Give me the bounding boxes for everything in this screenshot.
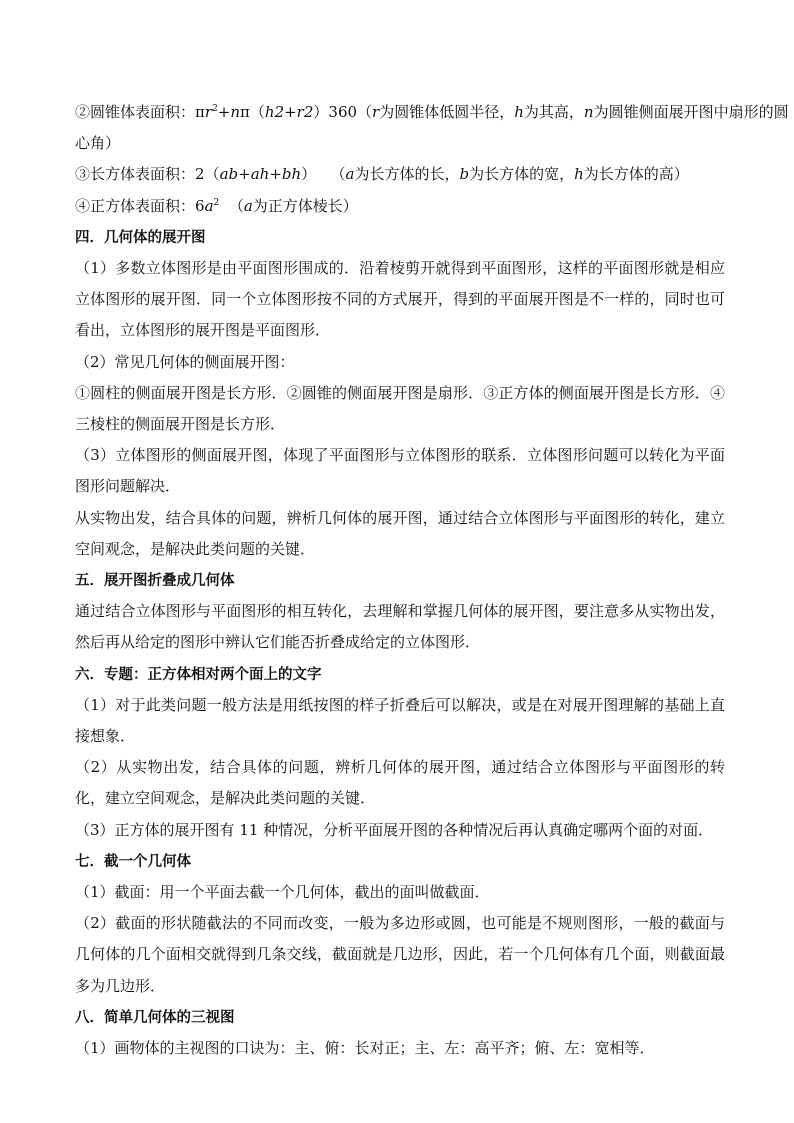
math-h: h — [574, 165, 584, 184]
paragraph: 通过结合立体图形与平面图形的相互转化，去理解和掌握几何体的展开图，要注意多从实物出发，然后再从给定的图形中辨认它们能否折叠成给定的立体图形． — [75, 602, 725, 652]
formula-label: 正方体表面积： — [90, 196, 196, 215]
paragraph: （2）从实物出发，结合具体的问题，辨析几何体的展开图，通过结合立体图形与平面图形的转化，建立空间观念，是解决此类问题的关键． — [75, 758, 725, 808]
formula-description: 为长方体的长， — [354, 165, 460, 184]
math-b: b — [459, 165, 470, 184]
math-a: a — [345, 165, 355, 184]
item-marker: ② — [75, 103, 91, 121]
paragraph: （1）截面：用一个平面去截一个几何体，截出的面叫做截面． — [75, 883, 490, 902]
document-body — [75, 97, 789, 1064]
paragraph: （3）正方体的展开图有 11 种情况，分析平面展开图的各种情况后再认真确定哪两个面的对面． — [75, 820, 714, 839]
formula-cone-continued: 心角） — [75, 134, 121, 153]
section-heading-8: 八．简单几何体的三视图 — [75, 1008, 235, 1026]
math-text: 2（ — [195, 165, 220, 184]
math-pi: π — [195, 103, 205, 121]
section-heading-5: 五．展开图折叠成几何体 — [75, 572, 235, 590]
formula-label: 圆锥体表面积： — [90, 103, 196, 121]
math-text: （ — [330, 165, 346, 184]
math-exponent: 2 — [212, 104, 218, 114]
math-exponent: 2 — [213, 197, 220, 208]
paragraph: （2）常见几何体的侧面展开图： — [75, 352, 295, 371]
math-r: r — [372, 103, 380, 121]
formula-description: 为长方体的高） — [583, 165, 689, 184]
math-text: 6 — [195, 196, 205, 215]
formula-description: 为圆锥体低圆半径， — [379, 103, 515, 121]
math-plus: + — [217, 103, 231, 121]
formula-cone — [75, 97, 789, 128]
paragraph: （3）立体图形的侧面展开图，体现了平面图形与立体图形的联系．立体图形问题可以转化为平面图形问题解决． — [75, 446, 725, 496]
paragraph: 从实物出发，结合具体的问题，辨析几何体的展开图，通过结合立体图形与平面图形的转化，建立空间观念，是解决此类问题的关键． — [75, 508, 725, 558]
math-pi: π（ — [240, 103, 265, 121]
item-marker: ④ — [75, 196, 91, 215]
formula-description: 为其高， — [523, 103, 584, 121]
math-expression: h2+r2 — [264, 103, 314, 121]
section-heading-4: 四．几何体的展开图 — [75, 228, 206, 246]
math-n: n — [583, 103, 594, 121]
formula-description: 为长方体的宽， — [469, 165, 575, 184]
math-text: （ — [228, 196, 244, 215]
math-r: r — [204, 103, 213, 121]
paragraph: （1）画物体的主视图的口诀为：主、俯：长对正；主、左：高平齐；俯、左：宽相等． — [75, 1039, 655, 1058]
formula-cube — [75, 191, 725, 222]
formula-label: 长方体表面积： — [90, 165, 196, 184]
paragraph: ①圆柱的侧面展开图是长方形．②圆锥的侧面展开图是扇形．③正方体的侧面展开图是长方形．④三棱柱的侧面展开图是长方形． — [75, 383, 725, 434]
math-text: ） — [301, 165, 317, 184]
math-a: a — [243, 196, 253, 215]
paragraph: （1）多数立体图形是由平面图形围成的．沿着棱剪开就得到平面图形，这样的平面图形就是相应立体图形的展开图．同一个立体图形按不同的方式展开，得到的平面展开图是不一样的，同时也可看出，立体图形的展开图是平面图形． — [75, 259, 725, 340]
math-h: h — [514, 103, 524, 121]
formula-description: 为圆锥侧面展开图中扇形的圆 — [593, 103, 789, 121]
math-expression: ab+ah+bh — [219, 165, 302, 184]
section-heading-7: 七．截一个几何体 — [75, 852, 191, 870]
paragraph: （1）对于此类问题一般方法是用纸按图的样子折叠后可以解决，或是在对展开图理解的基础上直接想象． — [75, 695, 725, 746]
item-marker: ③ — [75, 165, 91, 184]
section-heading-6: 六．专题：正方体相对两个面上的文字 — [75, 665, 322, 683]
math-n: n — [230, 103, 241, 121]
math-a: a — [204, 196, 214, 215]
math-text: ）360（ — [313, 103, 373, 121]
formula-cuboid — [75, 159, 725, 190]
formula-description: 为正方体棱长） — [252, 196, 358, 215]
paragraph: （2）截面的形状随截法的不同而改变，一般为多边形或圆，也可能是不规则图形，一般的截面与几何体的几个面相交就得到几条交线，截面就是几边形，因此，若一个几何体有几个面，则截面最多为几边形． — [75, 914, 725, 995]
